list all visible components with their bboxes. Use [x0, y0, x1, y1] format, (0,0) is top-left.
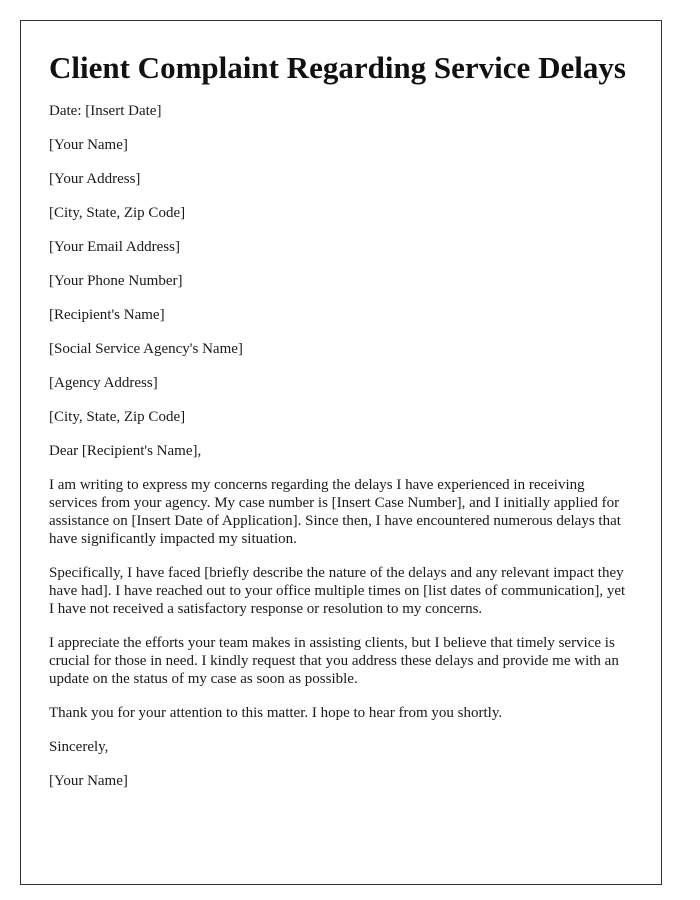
recipient-name: [Recipient's Name]	[49, 307, 165, 323]
body-paragraph-3: I appreciate the efforts your team makes in assisting clients, but I believe that timely service is crucial for those in need. I kindly request that you address these delays and provide me with an update on the status of my case as soon as possible.	[49, 635, 619, 687]
closing: Sincerely,	[49, 739, 109, 755]
signature: [Your Name]	[49, 773, 128, 789]
letter-title: Client Complaint Regarding Service Delays	[49, 50, 626, 85]
sender-address: [Your Address]	[49, 171, 141, 187]
body-paragraph-4: Thank you for your attention to this matter. I hope to hear from you shortly.	[49, 705, 503, 721]
sender-city-state-zip: [City, State, Zip Code]	[49, 205, 186, 221]
sender-phone: [Your Phone Number]	[49, 273, 183, 289]
recipient-address: [Agency Address]	[49, 375, 158, 391]
date-line: Date: [Insert Date]	[49, 103, 162, 119]
sender-email: [Your Email Address]	[49, 239, 180, 255]
sender-name: [Your Name]	[49, 137, 128, 153]
recipient-agency: [Social Service Agency's Name]	[49, 341, 243, 357]
recipient-city-state-zip: [City, State, Zip Code]	[49, 409, 186, 425]
body-paragraph-1: I am writing to express my concerns regarding the delays I have experienced in receiving services from your agency. My case number is [Insert Case Number], and I initially applied for assistance on [Insert Date of Application]. Since then, I have encountered numerous delays that have significantly impacted my situation.	[49, 477, 621, 547]
letter-container	[20, 20, 662, 885]
salutation: Dear [Recipient's Name],	[49, 443, 202, 459]
body-paragraph-2: Specifically, I have faced [briefly describe the nature of the delays and any relevant impact they have had]. I have reached out to your office multiple times on [list dates of communication], yet I have not received a satisfactory response or resolution to my concerns.	[49, 565, 626, 617]
